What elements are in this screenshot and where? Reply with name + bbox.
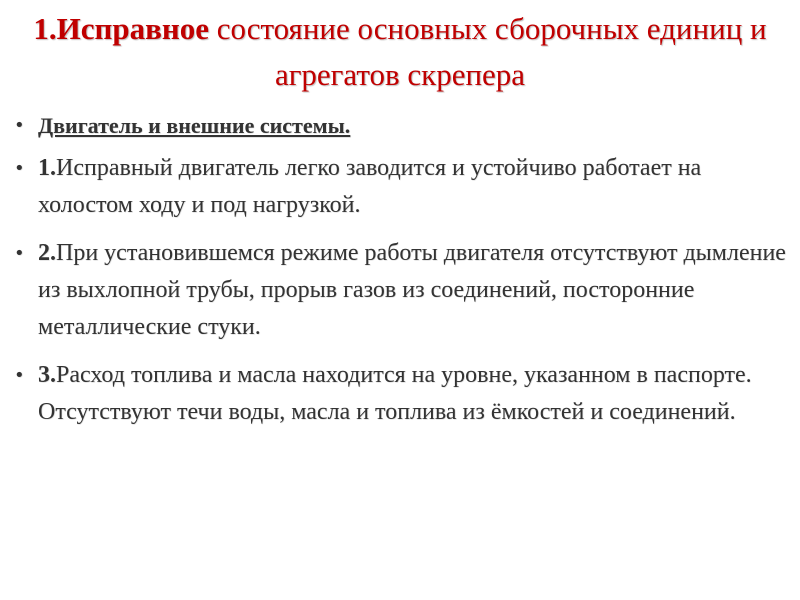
item-text: Расход топлива и масла находится на уровне, указанном в паспорте. Отсутствуют течи воды, масла и топлива из ёмкостей и соединений.: [38, 362, 752, 425]
item-number: 3.: [38, 362, 56, 388]
list-item: [14, 150, 794, 224]
slide-title-rest: состояние основных сборочных единиц и агрегатов скрепера: [208, 11, 767, 92]
bullet-icon: •: [14, 158, 25, 179]
item-number: 1.: [38, 155, 56, 181]
bullet-icon: •: [14, 365, 25, 386]
section-heading: Двигатель и внешние системы.: [38, 113, 351, 138]
bullet-icon: •: [14, 243, 25, 264]
slide-title-bold: 1.Исправное: [33, 11, 209, 46]
list-item: [14, 357, 794, 431]
list-item-heading: [14, 107, 794, 145]
bullet-list: [14, 107, 794, 442]
bullet-icon: •: [14, 115, 25, 136]
item-number: 2.: [38, 240, 56, 266]
item-text: Исправный двигатель легко заводится и устойчиво работает на холостом ходу и под нагрузкой.: [38, 155, 702, 218]
item-text: При установившемся режиме работы двигателя отсутствуют дымление из выхлопной трубы, прорыв газов из соединений, посторонние металлические стуки.: [38, 240, 786, 340]
list-item: [14, 235, 794, 346]
slide-title: [20, 6, 780, 98]
